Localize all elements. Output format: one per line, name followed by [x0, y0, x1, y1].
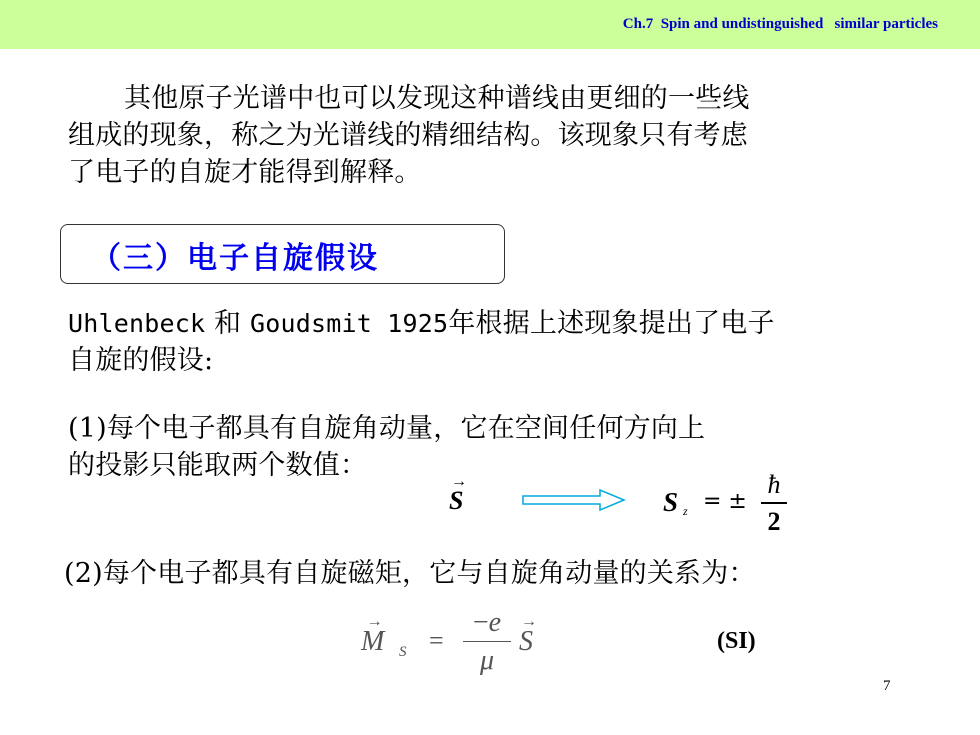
intro-line-3: 了电子的自旋才能得到解释。: [68, 157, 422, 188]
postulate-1-line-1: (1)每个电子都具有自旋角动量，它在空间任何方向上: [68, 413, 706, 444]
sz-symbol: S: [663, 487, 679, 517]
mu-denominator: μ: [479, 645, 495, 676]
hbar-numerator: ħ: [767, 470, 781, 499]
si-units-label: (SI): [717, 628, 756, 654]
intro-line-1: 其他原子光谱中也可以发现这种谱线由更细的一些线: [124, 83, 750, 114]
hypothesis-line-1-rest: 年根据上述现象提出了电子: [448, 308, 775, 339]
fraction-denominator: 2: [767, 506, 781, 536]
intro-line-2: 组成的现象，称之为光谱线的精细结构。该现象只有考虑: [68, 120, 748, 151]
page-number: 7: [883, 678, 891, 694]
spin-vector-symbol: [449, 473, 467, 516]
fraction-bar: [463, 641, 511, 642]
charge-mass-fraction: [463, 608, 511, 678]
author-uhlenbeck: Uhlenbeck: [68, 309, 206, 338]
spin-vector-letter: S: [449, 486, 464, 515]
moment-letter: M: [361, 626, 385, 657]
equals-plus-minus: = ±: [703, 489, 747, 514]
charge-symbol: e: [488, 607, 502, 638]
postulate-1-line-2: 的投影只能取两个数值：: [68, 450, 368, 481]
minus-sign: −: [472, 607, 489, 638]
equals-sign: =: [429, 626, 444, 655]
vector-arrow: →: [451, 473, 467, 490]
spin-letter: S: [519, 626, 533, 657]
and-word: 和: [205, 308, 251, 339]
fraction-bar: [761, 502, 787, 504]
moment-symbol: [361, 613, 385, 658]
hypothesis-paragraph: [68, 305, 898, 379]
moment-arrow: →: [366, 613, 383, 630]
fraction-numerator: [463, 608, 511, 638]
magnetic-moment-formula: [355, 608, 555, 686]
moment-subscript: S: [399, 644, 407, 660]
section-heading-box: [60, 224, 505, 284]
chapter-title: Ch.7 Spin and undistinguished similar particles: [622, 16, 938, 32]
year: 1925: [372, 309, 449, 338]
hypothesis-line-2: 自旋的假设:: [68, 345, 214, 376]
sz-subscript: z: [683, 504, 688, 518]
spin-arrow: →: [521, 613, 537, 630]
spin-symbol: [519, 613, 537, 658]
hbar-fraction: [761, 470, 787, 536]
intro-paragraph: [68, 80, 898, 191]
header-bar: [0, 0, 980, 49]
sz-formula: [663, 470, 803, 542]
right-arrow-icon: [522, 489, 626, 511]
postulate-2: [64, 555, 894, 592]
postulate-2-line-1: (2)每个电子都具有自旋磁矩，它与自旋角动量的关系为：: [64, 558, 756, 589]
author-goudsmit: Goudsmit: [250, 309, 373, 338]
section-title: （三）电子自旋假设: [91, 241, 379, 276]
